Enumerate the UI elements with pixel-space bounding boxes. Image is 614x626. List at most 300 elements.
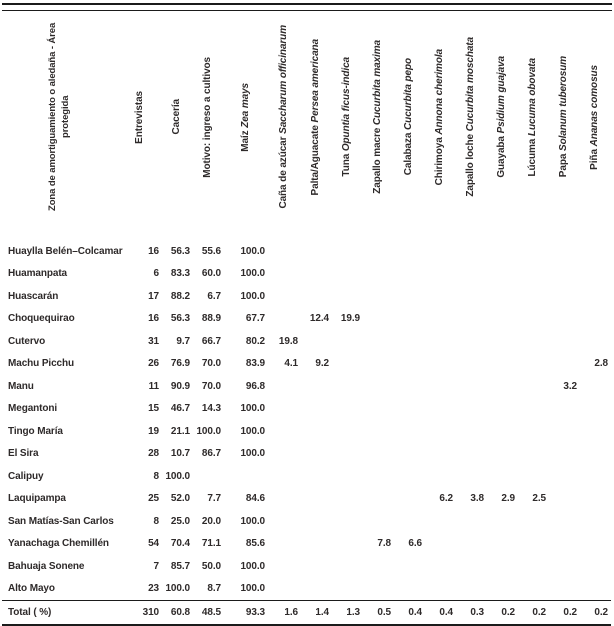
value-cell (363, 308, 394, 331)
value-cell (394, 555, 425, 578)
value-cell (301, 285, 332, 308)
total-value-cell: 1.3 (332, 601, 363, 626)
value-cell (456, 308, 487, 331)
value-cell: 8 (153, 470, 159, 482)
column-name: Lúcuma (527, 138, 539, 177)
value-cell (549, 510, 580, 533)
column-name: Caña de azúcar (278, 136, 290, 209)
value-cell (487, 285, 518, 308)
value-cell (456, 465, 487, 488)
value-cell: 6 (153, 268, 159, 280)
area-header-label (47, 11, 73, 223)
value-cell (487, 353, 518, 376)
value-cell (332, 263, 363, 286)
value-cell (549, 443, 580, 466)
column-header (224, 11, 268, 240)
value-cell (580, 533, 611, 556)
value-cell: 19 (148, 425, 159, 437)
value-cell: 26 (148, 358, 159, 370)
value-cell (425, 240, 456, 263)
value-cell (425, 263, 456, 286)
value-cell (425, 398, 456, 421)
column-header (193, 11, 224, 240)
value-cell (518, 263, 549, 286)
column-name: Guayaba (496, 136, 508, 178)
value-cell (394, 465, 425, 488)
column-header (301, 11, 332, 240)
table-row (2, 578, 611, 601)
value-cell: 12.4 (309, 313, 329, 325)
value-cell (332, 533, 363, 556)
value-cell (425, 510, 456, 533)
value-cell (332, 443, 363, 466)
value-cell (193, 465, 224, 488)
value-cell (580, 240, 611, 263)
value-cell (268, 488, 301, 511)
value-cell (425, 375, 456, 398)
value-cell (363, 578, 394, 601)
column-header (549, 11, 580, 240)
value-cell: 76.9 (170, 358, 190, 370)
value-cell (456, 330, 487, 353)
column-name: Calabaza (403, 133, 415, 176)
row-label: Calipuy (8, 470, 44, 482)
value-cell: 16 (148, 313, 159, 325)
value-cell (487, 263, 518, 286)
table-row (2, 510, 611, 533)
area-header-line2: protegida (60, 95, 71, 139)
value-cell (301, 263, 332, 286)
value-cell (580, 285, 611, 308)
value-cell (549, 420, 580, 443)
column-species-name: Saccharum officinarum (278, 25, 290, 135)
value-cell (518, 398, 549, 421)
value-cell (268, 420, 301, 443)
column-name: Chirimoya (434, 137, 446, 186)
column-name: Tuna (341, 154, 353, 177)
value-cell (518, 375, 549, 398)
area-header-line1: Zona de amortiguamiento o aledaña - Área (47, 22, 59, 212)
table-row (2, 263, 611, 286)
value-cell: 85.7 (170, 560, 190, 572)
column-name: Zapallo loche (465, 134, 477, 197)
value-cell: 31 (148, 335, 159, 347)
row-label: San Matías-San Carlos (8, 515, 114, 527)
column-header-label (404, 58, 415, 175)
total-value-cell: 0.2 (549, 601, 580, 626)
value-cell (363, 285, 394, 308)
value-cell: 6.6 (408, 538, 422, 550)
value-cell (425, 555, 456, 578)
value-cell: 88.2 (170, 290, 190, 302)
value-cell (518, 555, 549, 578)
value-cell: 86.7 (201, 448, 221, 460)
total-value-cell: 93.3 (224, 601, 268, 626)
column-header (580, 11, 611, 240)
value-cell: 100.0 (240, 448, 265, 460)
value-cell (487, 533, 518, 556)
value-cell: 70.4 (170, 538, 190, 550)
value-cell (268, 533, 301, 556)
value-cell: 56.3 (170, 245, 190, 257)
value-cell (332, 240, 363, 263)
value-cell: 3.8 (470, 493, 484, 505)
value-cell (425, 308, 456, 331)
row-label: Megantoni (8, 403, 58, 415)
value-cell (394, 578, 425, 601)
column-header-label (590, 65, 601, 170)
value-cell (332, 488, 363, 511)
value-cell (394, 398, 425, 421)
total-value-cell: 48.5 (193, 601, 224, 626)
value-cell (487, 330, 518, 353)
value-cell (580, 398, 611, 421)
value-cell (268, 375, 301, 398)
column-name: Entrevistas (133, 90, 145, 144)
value-cell (268, 308, 301, 331)
value-cell: 100.0 (240, 245, 265, 257)
column-header (487, 11, 518, 240)
value-cell: 83.9 (245, 358, 265, 370)
value-cell (487, 420, 518, 443)
value-cell: 70.0 (201, 380, 221, 392)
value-cell (301, 398, 332, 421)
column-header-label (528, 58, 539, 177)
value-cell: 56.3 (170, 313, 190, 325)
value-cell (394, 308, 425, 331)
value-cell (301, 533, 332, 556)
row-label: Cutervo (8, 335, 46, 347)
value-cell: 19.8 (278, 335, 298, 347)
total-value-cell: 0.2 (518, 601, 549, 626)
column-header-label (559, 56, 570, 177)
value-cell (301, 420, 332, 443)
value-cell (425, 578, 456, 601)
top-rule-thick (2, 3, 612, 5)
column-species-name: Psidium guajava (496, 56, 508, 134)
value-cell: 100.0 (240, 403, 265, 415)
value-cell (301, 578, 332, 601)
column-header-label (241, 83, 252, 152)
value-cell: 85.6 (245, 538, 265, 550)
value-cell (332, 465, 363, 488)
value-cell (456, 353, 487, 376)
table-row (2, 308, 611, 331)
value-cell (268, 465, 301, 488)
value-cell (332, 330, 363, 353)
value-cell: 100.0 (165, 470, 190, 482)
value-cell: 54 (148, 538, 159, 550)
value-cell (224, 465, 268, 488)
value-cell: 84.6 (245, 493, 265, 505)
value-cell: 100.0 (240, 268, 265, 280)
column-header (394, 11, 425, 240)
value-cell (425, 465, 456, 488)
column-species-name: Cucurbita pepo (403, 58, 415, 131)
value-cell: 8.7 (207, 583, 221, 595)
value-cell: 9.7 (176, 335, 190, 347)
column-header-label (135, 91, 146, 144)
column-name: Motivo: ingreso a cultivos (202, 56, 214, 178)
value-cell (301, 240, 332, 263)
value-cell: 2.8 (594, 358, 608, 370)
value-cell (394, 240, 425, 263)
area-header-cell (2, 11, 118, 240)
value-cell: 6.7 (207, 290, 221, 302)
value-cell (456, 533, 487, 556)
column-species-name: Annona cherimola (434, 48, 446, 135)
value-cell (425, 443, 456, 466)
value-cell (425, 330, 456, 353)
total-value-cell: 0.4 (394, 601, 425, 626)
value-cell (301, 443, 332, 466)
table-body (2, 240, 611, 601)
value-cell: 4.1 (284, 358, 298, 370)
value-cell (549, 263, 580, 286)
value-cell (456, 375, 487, 398)
value-cell: 6.2 (439, 493, 453, 505)
value-cell (487, 240, 518, 263)
column-species-name: Lucuma obovata (527, 57, 539, 136)
value-cell (518, 510, 549, 533)
row-label: Huamanpata (8, 268, 68, 280)
value-cell: 60.0 (201, 268, 221, 280)
row-label: Tingo María (8, 425, 63, 437)
value-cell: 7 (153, 560, 159, 572)
value-cell (332, 353, 363, 376)
value-cell (456, 443, 487, 466)
value-cell (332, 285, 363, 308)
column-header-label (172, 99, 183, 134)
column-header-label (311, 39, 322, 195)
column-species-name: Zea mays (239, 82, 251, 128)
table-row (2, 330, 611, 353)
hunting-crops-table (2, 11, 611, 626)
value-cell: 71.1 (201, 538, 221, 550)
value-cell (518, 285, 549, 308)
column-species-name: Solanum tuberosum (558, 56, 570, 152)
value-cell (487, 465, 518, 488)
table-row (2, 533, 611, 556)
value-cell: 83.3 (170, 268, 190, 280)
value-cell: 70.0 (201, 358, 221, 370)
value-cell (549, 465, 580, 488)
table-row (2, 488, 611, 511)
value-cell (487, 443, 518, 466)
value-cell (549, 240, 580, 263)
value-cell (549, 398, 580, 421)
value-cell (549, 330, 580, 353)
value-cell (456, 240, 487, 263)
value-cell (487, 398, 518, 421)
value-cell (301, 375, 332, 398)
value-cell (549, 308, 580, 331)
value-cell (549, 285, 580, 308)
value-cell (268, 555, 301, 578)
value-cell (301, 465, 332, 488)
value-cell (268, 510, 301, 533)
value-cell (394, 510, 425, 533)
column-name: Palta/Aguacate (310, 124, 322, 196)
value-cell (456, 510, 487, 533)
value-cell (425, 420, 456, 443)
value-cell: 2.5 (532, 493, 546, 505)
row-label: Yanachaga Chemillén (8, 538, 109, 550)
row-label: Laquipampa (8, 493, 66, 505)
column-header-label (203, 57, 214, 178)
value-cell: 52.0 (170, 493, 190, 505)
column-header-label (279, 25, 290, 209)
column-species-name: Ananas comosus (589, 64, 601, 146)
value-cell (363, 465, 394, 488)
table-row (2, 465, 611, 488)
total-value-cell: 0.3 (456, 601, 487, 626)
value-cell (487, 308, 518, 331)
value-cell: 100.0 (240, 515, 265, 527)
column-header (518, 11, 549, 240)
value-cell (580, 263, 611, 286)
total-label: Total ( %) (2, 601, 118, 626)
value-cell (394, 488, 425, 511)
row-label: Alto Mayo (8, 583, 55, 595)
total-value-cell: 1.6 (268, 601, 301, 626)
value-cell: 55.6 (201, 245, 221, 257)
value-cell (456, 263, 487, 286)
table-row (2, 285, 611, 308)
value-cell (332, 398, 363, 421)
column-name: Papa (558, 154, 570, 178)
value-cell: 7.8 (377, 538, 391, 550)
value-cell (332, 510, 363, 533)
value-cell (394, 420, 425, 443)
value-cell (518, 308, 549, 331)
value-cell (518, 465, 549, 488)
value-cell: 23 (148, 583, 159, 595)
value-cell (487, 578, 518, 601)
value-cell: 90.9 (170, 380, 190, 392)
row-label: El Sira (8, 448, 39, 460)
total-value-cell: 0.4 (425, 601, 456, 626)
value-cell (580, 555, 611, 578)
value-cell: 16 (148, 245, 159, 257)
value-cell (580, 420, 611, 443)
column-header-label (342, 57, 353, 177)
value-cell (301, 510, 332, 533)
total-value-cell: 310 (118, 601, 162, 626)
value-cell (549, 488, 580, 511)
value-cell (268, 398, 301, 421)
column-name: Zapallo macre (372, 127, 384, 194)
value-cell (518, 578, 549, 601)
value-cell: 100.0 (196, 425, 221, 437)
value-cell (518, 353, 549, 376)
value-cell (363, 420, 394, 443)
value-cell (580, 465, 611, 488)
value-cell (580, 330, 611, 353)
value-cell (518, 420, 549, 443)
value-cell (332, 555, 363, 578)
value-cell: 8 (153, 515, 159, 527)
value-cell (363, 488, 394, 511)
value-cell (580, 308, 611, 331)
row-label: Bahuaja Sonene (8, 560, 85, 572)
row-label: Choquequirao (8, 313, 75, 325)
value-cell (580, 488, 611, 511)
value-cell (487, 375, 518, 398)
total-value-cell: 1.4 (301, 601, 332, 626)
value-cell (301, 555, 332, 578)
value-cell (549, 533, 580, 556)
value-cell (549, 353, 580, 376)
value-cell (363, 353, 394, 376)
value-cell (518, 330, 549, 353)
table-row (2, 420, 611, 443)
value-cell: 46.7 (170, 403, 190, 415)
column-name: Cacería (171, 99, 183, 135)
value-cell: 50.0 (201, 560, 221, 572)
value-cell (487, 555, 518, 578)
value-cell: 100.0 (240, 425, 265, 437)
table-row (2, 443, 611, 466)
total-value-cell: 0.5 (363, 601, 394, 626)
value-cell: 88.9 (201, 313, 221, 325)
value-cell: 100.0 (240, 560, 265, 572)
value-cell (301, 488, 332, 511)
value-cell (363, 240, 394, 263)
value-cell (425, 533, 456, 556)
table-row (2, 555, 611, 578)
value-cell (580, 375, 611, 398)
column-name: Maíz (239, 130, 251, 152)
value-cell (332, 420, 363, 443)
value-cell (456, 420, 487, 443)
value-cell (363, 375, 394, 398)
value-cell (363, 330, 394, 353)
value-cell (394, 263, 425, 286)
value-cell: 80.2 (245, 335, 265, 347)
value-cell (394, 375, 425, 398)
column-header (118, 11, 162, 240)
value-cell (363, 510, 394, 533)
value-cell (363, 398, 394, 421)
table-row (2, 375, 611, 398)
table-row (2, 353, 611, 376)
column-species-name: Persea americana (310, 38, 322, 123)
value-cell: 19.9 (340, 313, 360, 325)
value-cell: 100.0 (240, 290, 265, 302)
column-species-name: Cucurbita maxima (372, 40, 384, 126)
value-cell: 3.2 (563, 380, 577, 392)
value-cell (487, 510, 518, 533)
column-header (363, 11, 394, 240)
value-cell: 25 (148, 493, 159, 505)
total-value-cell: 0.2 (487, 601, 518, 626)
value-cell (332, 578, 363, 601)
value-cell (363, 555, 394, 578)
column-header-label (373, 40, 384, 194)
value-cell (549, 555, 580, 578)
table-row (2, 398, 611, 421)
value-cell (332, 375, 363, 398)
value-cell: 21.1 (170, 425, 190, 437)
column-species-name: Opuntia ficus-indica (341, 57, 353, 152)
value-cell (518, 443, 549, 466)
value-cell: 2.9 (501, 493, 515, 505)
table-header (2, 11, 611, 240)
value-cell (268, 443, 301, 466)
row-label: Huaylla Belén–Colcamar (8, 245, 123, 257)
value-cell: 17 (148, 290, 159, 302)
